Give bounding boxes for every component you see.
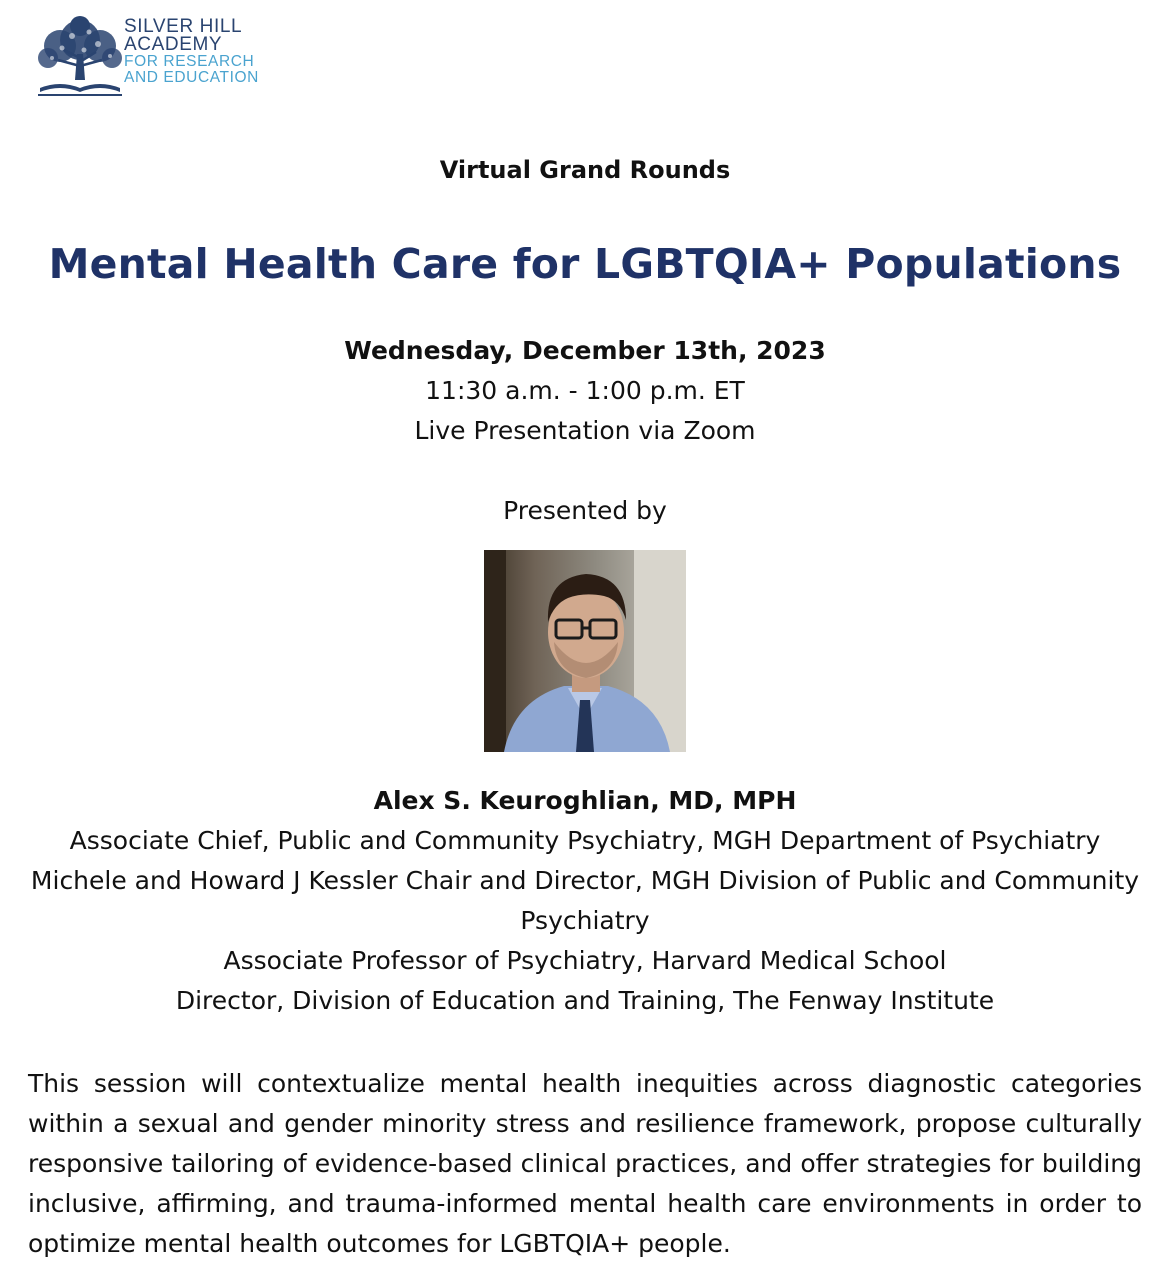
- logo-wordmark: [124, 18, 259, 86]
- logo-line-4: AND EDUCATION: [124, 69, 259, 86]
- speaker-role: Psychiatry: [520, 906, 650, 935]
- presented-by: Presented by: [503, 496, 667, 525]
- event-series: Virtual Grand Rounds: [439, 156, 731, 184]
- logo-line-1: SILVER HILL: [124, 16, 243, 37]
- speaker-role: Associate Chief, Public and Community Psychiatry, MGH Department of Psychiatry: [69, 826, 1101, 855]
- speaker-role: Michele and Howard J Kessler Chair and Director, MGH Division of Public and Community: [30, 866, 1140, 895]
- event-title: Mental Health Care for LGBTQIA+ Populations: [48, 240, 1122, 288]
- session-description: This session will contextualize mental health inequities across diagnostic categories within a sexual and gender minority stress and resilience framework, propose culturally responsive tailoring of evidence-based clinical practices, and offer strategies for building inclusive, affirming, and trauma-informed mental health care environments in order to optimize mental health outcomes for LGBTQIA+ people.: [28, 1069, 1142, 1258]
- speaker-role: Director, Division of Education and Training, The Fenway Institute: [175, 986, 995, 1015]
- logo-line-3: FOR RESEARCH: [124, 53, 255, 70]
- event-time: 11:30 a.m. - 1:00 p.m. ET: [425, 376, 745, 405]
- speaker-photo: [484, 550, 686, 752]
- logo: [34, 12, 294, 98]
- event-date: Wednesday, December 13th, 2023: [344, 336, 826, 365]
- event-format: Live Presentation via Zoom: [414, 416, 756, 445]
- speaker-role: Associate Professor of Psychiatry, Harvard Medical School: [223, 946, 947, 975]
- speaker-name: Alex S. Keuroghlian, MD, MPH: [373, 786, 797, 815]
- tree-book-icon: [34, 14, 126, 98]
- logo-line-2: ACADEMY: [124, 34, 223, 55]
